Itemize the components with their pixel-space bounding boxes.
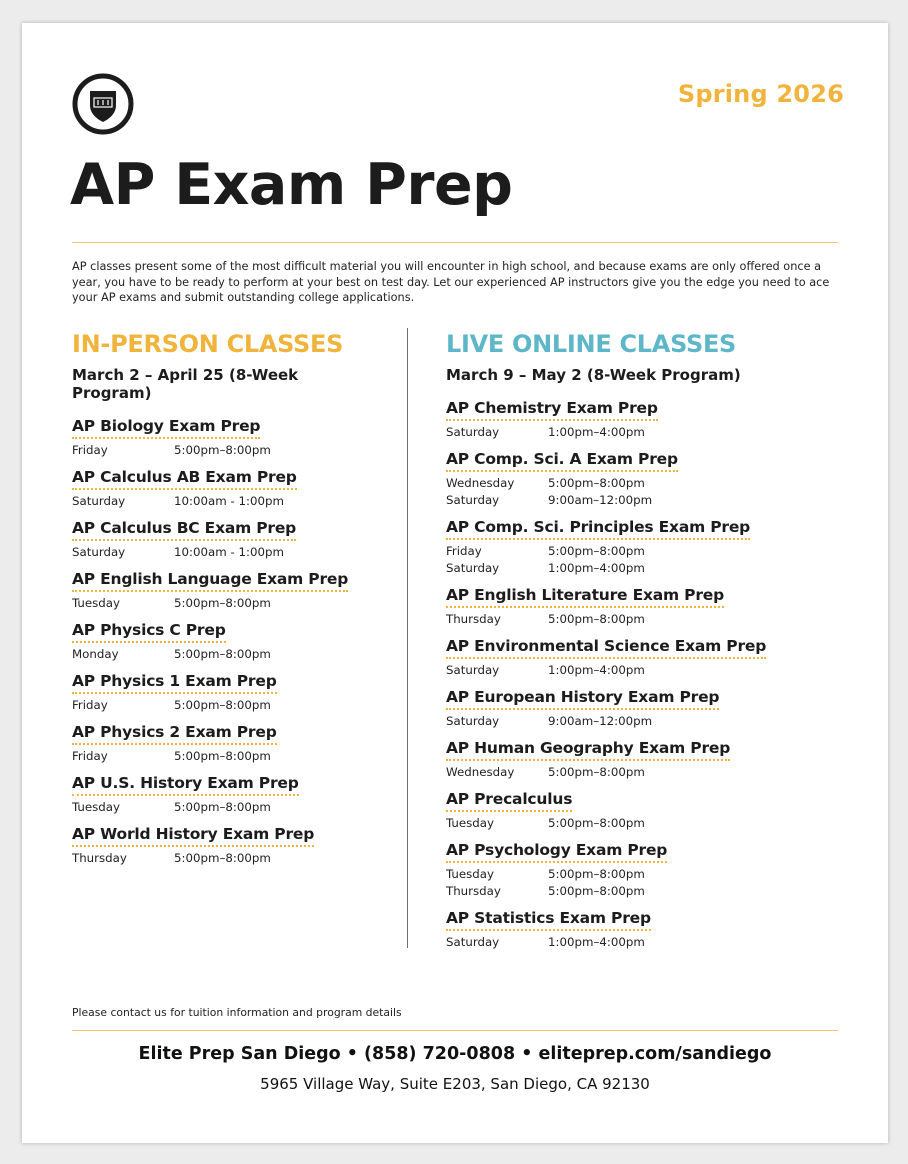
crest-shield-icon — [72, 73, 134, 135]
schedule-time: 1:00pm–4:00pm — [548, 425, 645, 439]
course-name: AP Physics 2 Exam Prep — [72, 723, 277, 745]
schedule-row — [446, 764, 776, 781]
course-name: AP Statistics Exam Prep — [446, 909, 651, 931]
course-item — [446, 398, 776, 441]
schedule-time: 1:00pm–4:00pm — [548, 663, 645, 677]
schedule-time: 9:00am–12:00pm — [548, 493, 653, 507]
schedule-time: 5:00pm–8:00pm — [174, 647, 271, 661]
course-name: AP Physics 1 Exam Prep — [72, 672, 277, 694]
course-name: AP Comp. Sci. A Exam Prep — [446, 450, 678, 472]
schedule-day: Saturday — [446, 425, 500, 439]
schedule-day: Thursday — [446, 612, 501, 626]
schedule-day: Friday — [72, 698, 108, 712]
course-name: AP Environmental Science Exam Prep — [446, 637, 766, 659]
course-item — [72, 518, 372, 561]
in-person-heading: IN-PERSON CLASSES — [72, 330, 344, 358]
course-name: AP English Literature Exam Prep — [446, 586, 724, 608]
course-name: AP Psychology Exam Prep — [446, 841, 667, 863]
schedule-time: 1:00pm–4:00pm — [548, 561, 645, 575]
course-item — [446, 738, 776, 781]
intro-paragraph: AP classes present some of the most difficult material you will encounter in high school, and because exams are only offered once a year, you have to be ready to perform at your best on test day. Let our experienced AP instructors give you the edge you need to ace your AP exams and submit outstanding college applications. — [72, 260, 830, 304]
footer-contact-line: Elite Prep San Diego • (858) 720-0808 • eliteprep.com/sandiego — [138, 1044, 772, 1064]
schedule-row — [446, 883, 776, 900]
schedule-day: Saturday — [72, 494, 126, 508]
schedule-row — [72, 748, 372, 765]
schedule-day: Thursday — [72, 851, 127, 865]
schedule-day: Saturday — [72, 545, 126, 559]
course-item — [72, 722, 372, 765]
schedule-time: 1:00pm–4:00pm — [548, 935, 645, 949]
schedule-row — [72, 544, 372, 561]
schedule-day: Tuesday — [72, 596, 120, 610]
schedule-day: Saturday — [446, 561, 500, 575]
header-divider — [72, 242, 838, 243]
schedule-row — [72, 850, 372, 867]
online-column — [446, 328, 776, 959]
schedule-row — [446, 424, 776, 441]
course-name: AP English Language Exam Prep — [72, 570, 348, 592]
course-name: AP U.S. History Exam Prep — [72, 774, 299, 796]
schedule-row — [446, 560, 776, 577]
footer-address: 5965 Village Way, Suite E203, San Diego, CA 92130 — [260, 1075, 650, 1093]
schedule-day: Wednesday — [446, 765, 515, 779]
schedule-row — [446, 934, 776, 951]
schedule-time: 5:00pm–8:00pm — [548, 544, 645, 558]
online-program-dates: March 9 – May 2 (8-Week Program) — [446, 366, 741, 384]
schedule-time: 5:00pm–8:00pm — [548, 612, 645, 626]
course-item — [72, 620, 372, 663]
course-item — [446, 636, 776, 679]
schedule-time: 5:00pm–8:00pm — [174, 698, 271, 712]
schedule-row — [72, 799, 372, 816]
in-person-program-dates: March 2 – April 25 (8-Week Program) — [72, 366, 299, 402]
course-name: AP World History Exam Prep — [72, 825, 314, 847]
course-item — [446, 789, 776, 832]
course-item — [72, 467, 372, 510]
schedule-row — [72, 595, 372, 612]
schedule-row — [446, 475, 776, 492]
course-name: AP Calculus AB Exam Prep — [72, 468, 297, 490]
course-name: AP European History Exam Prep — [446, 688, 719, 710]
schedule-row — [446, 543, 776, 560]
course-item — [72, 824, 372, 867]
page-title: AP Exam Prep — [70, 152, 513, 218]
schedule-day: Monday — [72, 647, 119, 661]
course-item — [446, 687, 776, 730]
online-course-list — [446, 398, 776, 951]
schedule-day: Tuesday — [72, 800, 120, 814]
schedule-time: 5:00pm–8:00pm — [174, 596, 271, 610]
course-name: AP Comp. Sci. Principles Exam Prep — [446, 518, 750, 540]
contact-note: Please contact us for tuition information and program details — [72, 1006, 402, 1019]
course-name: AP Physics C Prep — [72, 621, 226, 643]
schedule-row — [446, 815, 776, 832]
schedule-day: Wednesday — [446, 476, 515, 490]
schedule-day: Tuesday — [446, 867, 494, 881]
schedule-time: 10:00am - 1:00pm — [174, 545, 284, 559]
course-item — [446, 517, 776, 577]
course-item — [72, 569, 372, 612]
schedule-time: 5:00pm–8:00pm — [174, 851, 271, 865]
schedule-row — [446, 492, 776, 509]
course-name: AP Chemistry Exam Prep — [446, 399, 658, 421]
schedule-day: Saturday — [446, 935, 500, 949]
schedule-row — [446, 662, 776, 679]
course-item — [446, 840, 776, 900]
schedule-day: Friday — [72, 749, 108, 763]
schedule-day: Friday — [72, 443, 108, 457]
in-person-course-list — [72, 416, 372, 867]
schedule-time: 9:00am–12:00pm — [548, 714, 653, 728]
schedule-row — [446, 866, 776, 883]
schedule-time: 5:00pm–8:00pm — [174, 749, 271, 763]
schedule-day: Thursday — [446, 884, 501, 898]
course-item — [72, 416, 372, 459]
course-name: AP Precalculus — [446, 790, 572, 812]
course-item — [72, 773, 372, 816]
schedule-time: 5:00pm–8:00pm — [174, 443, 271, 457]
schedule-row — [72, 697, 372, 714]
schedule-day: Friday — [446, 544, 482, 558]
course-item — [446, 449, 776, 509]
schedule-time: 5:00pm–8:00pm — [548, 884, 645, 898]
online-heading: LIVE ONLINE CLASSES — [446, 330, 737, 358]
flyer-page — [22, 23, 888, 1143]
schedule-row — [72, 646, 372, 663]
course-name: AP Biology Exam Prep — [72, 417, 260, 439]
schedule-time: 5:00pm–8:00pm — [548, 867, 645, 881]
column-divider — [407, 328, 408, 948]
course-name: AP Calculus BC Exam Prep — [72, 519, 296, 541]
schedule-row — [72, 493, 372, 510]
in-person-column — [72, 328, 372, 875]
schedule-day: Tuesday — [446, 816, 494, 830]
season-label: Spring 2026 — [677, 80, 844, 108]
footer-divider — [72, 1030, 838, 1031]
course-item — [446, 908, 776, 951]
schedule-time: 5:00pm–8:00pm — [548, 476, 645, 490]
schedule-row — [446, 713, 776, 730]
course-item — [446, 585, 776, 628]
schedule-row — [72, 442, 372, 459]
course-name: AP Human Geography Exam Prep — [446, 739, 730, 761]
course-item — [72, 671, 372, 714]
schedule-row — [446, 611, 776, 628]
schedule-day: Saturday — [446, 493, 500, 507]
schedule-time: 5:00pm–8:00pm — [548, 765, 645, 779]
schedule-day: Saturday — [446, 663, 500, 677]
schedule-day: Saturday — [446, 714, 500, 728]
schedule-time: 10:00am - 1:00pm — [174, 494, 284, 508]
schedule-time: 5:00pm–8:00pm — [548, 816, 645, 830]
schedule-time: 5:00pm–8:00pm — [174, 800, 271, 814]
